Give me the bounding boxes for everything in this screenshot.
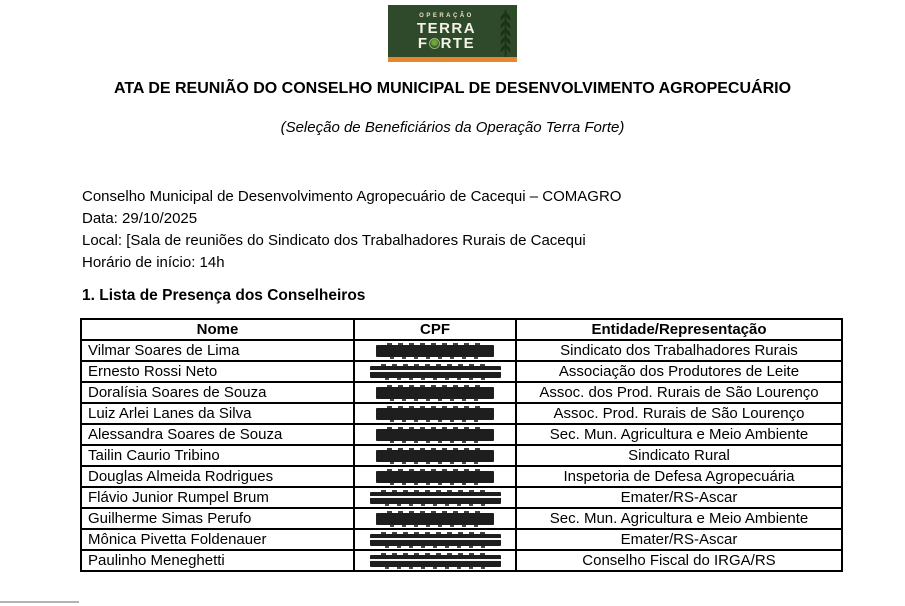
cell-nome: Mônica Pivetta Foldenauer bbox=[81, 529, 354, 550]
cell-cpf bbox=[354, 466, 516, 487]
cell-nome: Luiz Arlei Lanes da Silva bbox=[81, 403, 354, 424]
table-row bbox=[81, 508, 842, 529]
cell-entidade: Sec. Mun. Agricultura e Meio Ambiente bbox=[516, 508, 842, 529]
globe-seedling-emblem-icon bbox=[429, 38, 440, 49]
attendance-table bbox=[80, 318, 843, 572]
logo-text bbox=[388, 5, 517, 52]
table-row bbox=[81, 382, 842, 403]
cell-entidade: Assoc. dos Prod. Rurais de São Lourenço bbox=[516, 382, 842, 403]
cell-entidade: Emater/RS-Ascar bbox=[516, 487, 842, 508]
redacted-cpf-bar bbox=[376, 471, 494, 483]
cell-entidade: Associação dos Produtores de Leite bbox=[516, 361, 842, 382]
table-row bbox=[81, 529, 842, 550]
logo-line1: TERRA bbox=[416, 20, 477, 37]
wheat-stalk-icon bbox=[499, 9, 512, 57]
redacted-cpf-bar bbox=[376, 408, 494, 420]
column-header-nome: Nome bbox=[81, 319, 354, 340]
table-row bbox=[81, 445, 842, 466]
column-header-entidade: Entidade/Representação bbox=[516, 319, 842, 340]
redacted-cpf-bar bbox=[376, 450, 494, 462]
cell-cpf bbox=[354, 382, 516, 403]
logo-line2-suffix: RTE bbox=[440, 35, 476, 53]
column-header-cpf: CPF bbox=[354, 319, 516, 340]
redacted-cpf-bar bbox=[370, 555, 501, 567]
logo-kicker: OPERAÇÃO bbox=[419, 13, 474, 19]
meeting-meta-block bbox=[82, 186, 621, 274]
cell-cpf bbox=[354, 424, 516, 445]
cell-nome: Alessandra Soares de Souza bbox=[81, 424, 354, 445]
meta-date-line: Data: 29/10/2025 bbox=[82, 210, 198, 227]
cell-entidade: Conselho Fiscal do IRGA/RS bbox=[516, 550, 842, 571]
cell-cpf bbox=[354, 529, 516, 550]
cell-cpf bbox=[354, 445, 516, 466]
table-row bbox=[81, 466, 842, 487]
table-row bbox=[81, 424, 842, 445]
table-header-row bbox=[81, 319, 842, 340]
redacted-cpf-bar bbox=[370, 534, 501, 546]
logo-line2 bbox=[388, 36, 505, 51]
cell-cpf bbox=[354, 361, 516, 382]
cell-nome: Doralísia Soares de Souza bbox=[81, 382, 354, 403]
table-row bbox=[81, 340, 842, 361]
cell-nome: Tailin Caurio Tribino bbox=[81, 445, 354, 466]
cell-entidade: Sindicato dos Trabalhadores Rurais bbox=[516, 340, 842, 361]
cell-nome: Flávio Junior Rumpel Brum bbox=[81, 487, 354, 508]
cell-entidade: Sec. Mun. Agricultura e Meio Ambiente bbox=[516, 424, 842, 445]
cell-cpf bbox=[354, 508, 516, 529]
cell-cpf bbox=[354, 403, 516, 424]
document-title: ATA DE REUNIÃO DO CONSELHO MUNICIPAL DE DESENVOLVIMENTO AGROPECUÁRIO bbox=[113, 80, 792, 97]
terra-forte-logo bbox=[388, 5, 517, 62]
page-edge-divider bbox=[0, 601, 79, 603]
cell-entidade: Sindicato Rural bbox=[516, 445, 842, 466]
table-row bbox=[81, 550, 842, 571]
cell-cpf bbox=[354, 340, 516, 361]
table-row bbox=[81, 403, 842, 424]
cell-nome: Douglas Almeida Rodrigues bbox=[81, 466, 354, 487]
cell-cpf bbox=[354, 550, 516, 571]
table-row bbox=[81, 361, 842, 382]
redacted-cpf-bar bbox=[376, 387, 494, 399]
logo-line2-prefix: F bbox=[417, 35, 429, 53]
cell-cpf bbox=[354, 487, 516, 508]
cell-nome: Guilherme Simas Perufo bbox=[81, 508, 354, 529]
cell-entidade: Inspetoria de Defesa Agropecuária bbox=[516, 466, 842, 487]
section-heading-attendance: 1. Lista de Presença dos Conselheiros bbox=[82, 287, 366, 304]
cell-nome: Paulinho Meneghetti bbox=[81, 550, 354, 571]
cell-nome: Vilmar Soares de Lima bbox=[81, 340, 354, 361]
redacted-cpf-bar bbox=[376, 513, 494, 525]
redacted-cpf-bar bbox=[370, 492, 501, 504]
redacted-cpf-bar bbox=[376, 429, 494, 441]
cell-entidade: Assoc. Prod. Rurais de São Lourenço bbox=[516, 403, 842, 424]
meta-council-line: Conselho Municipal de Desenvolvimento Agropecuário de Cacequi – COMAGRO bbox=[82, 188, 622, 205]
table-row bbox=[81, 487, 842, 508]
redacted-cpf-bar bbox=[376, 345, 494, 357]
document-subtitle: (Seleção de Beneficiários da Operação Terra Forte) bbox=[280, 119, 625, 136]
cell-entidade: Emater/RS-Ascar bbox=[516, 529, 842, 550]
meta-start-time-line: Horário de início: 14h bbox=[82, 254, 225, 271]
meta-location-line: Local: [Sala de reuniões do Sindicato dos Trabalhadores Rurais de Cacequi bbox=[82, 232, 586, 249]
cell-nome: Ernesto Rossi Neto bbox=[81, 361, 354, 382]
redacted-cpf-bar bbox=[370, 366, 501, 378]
